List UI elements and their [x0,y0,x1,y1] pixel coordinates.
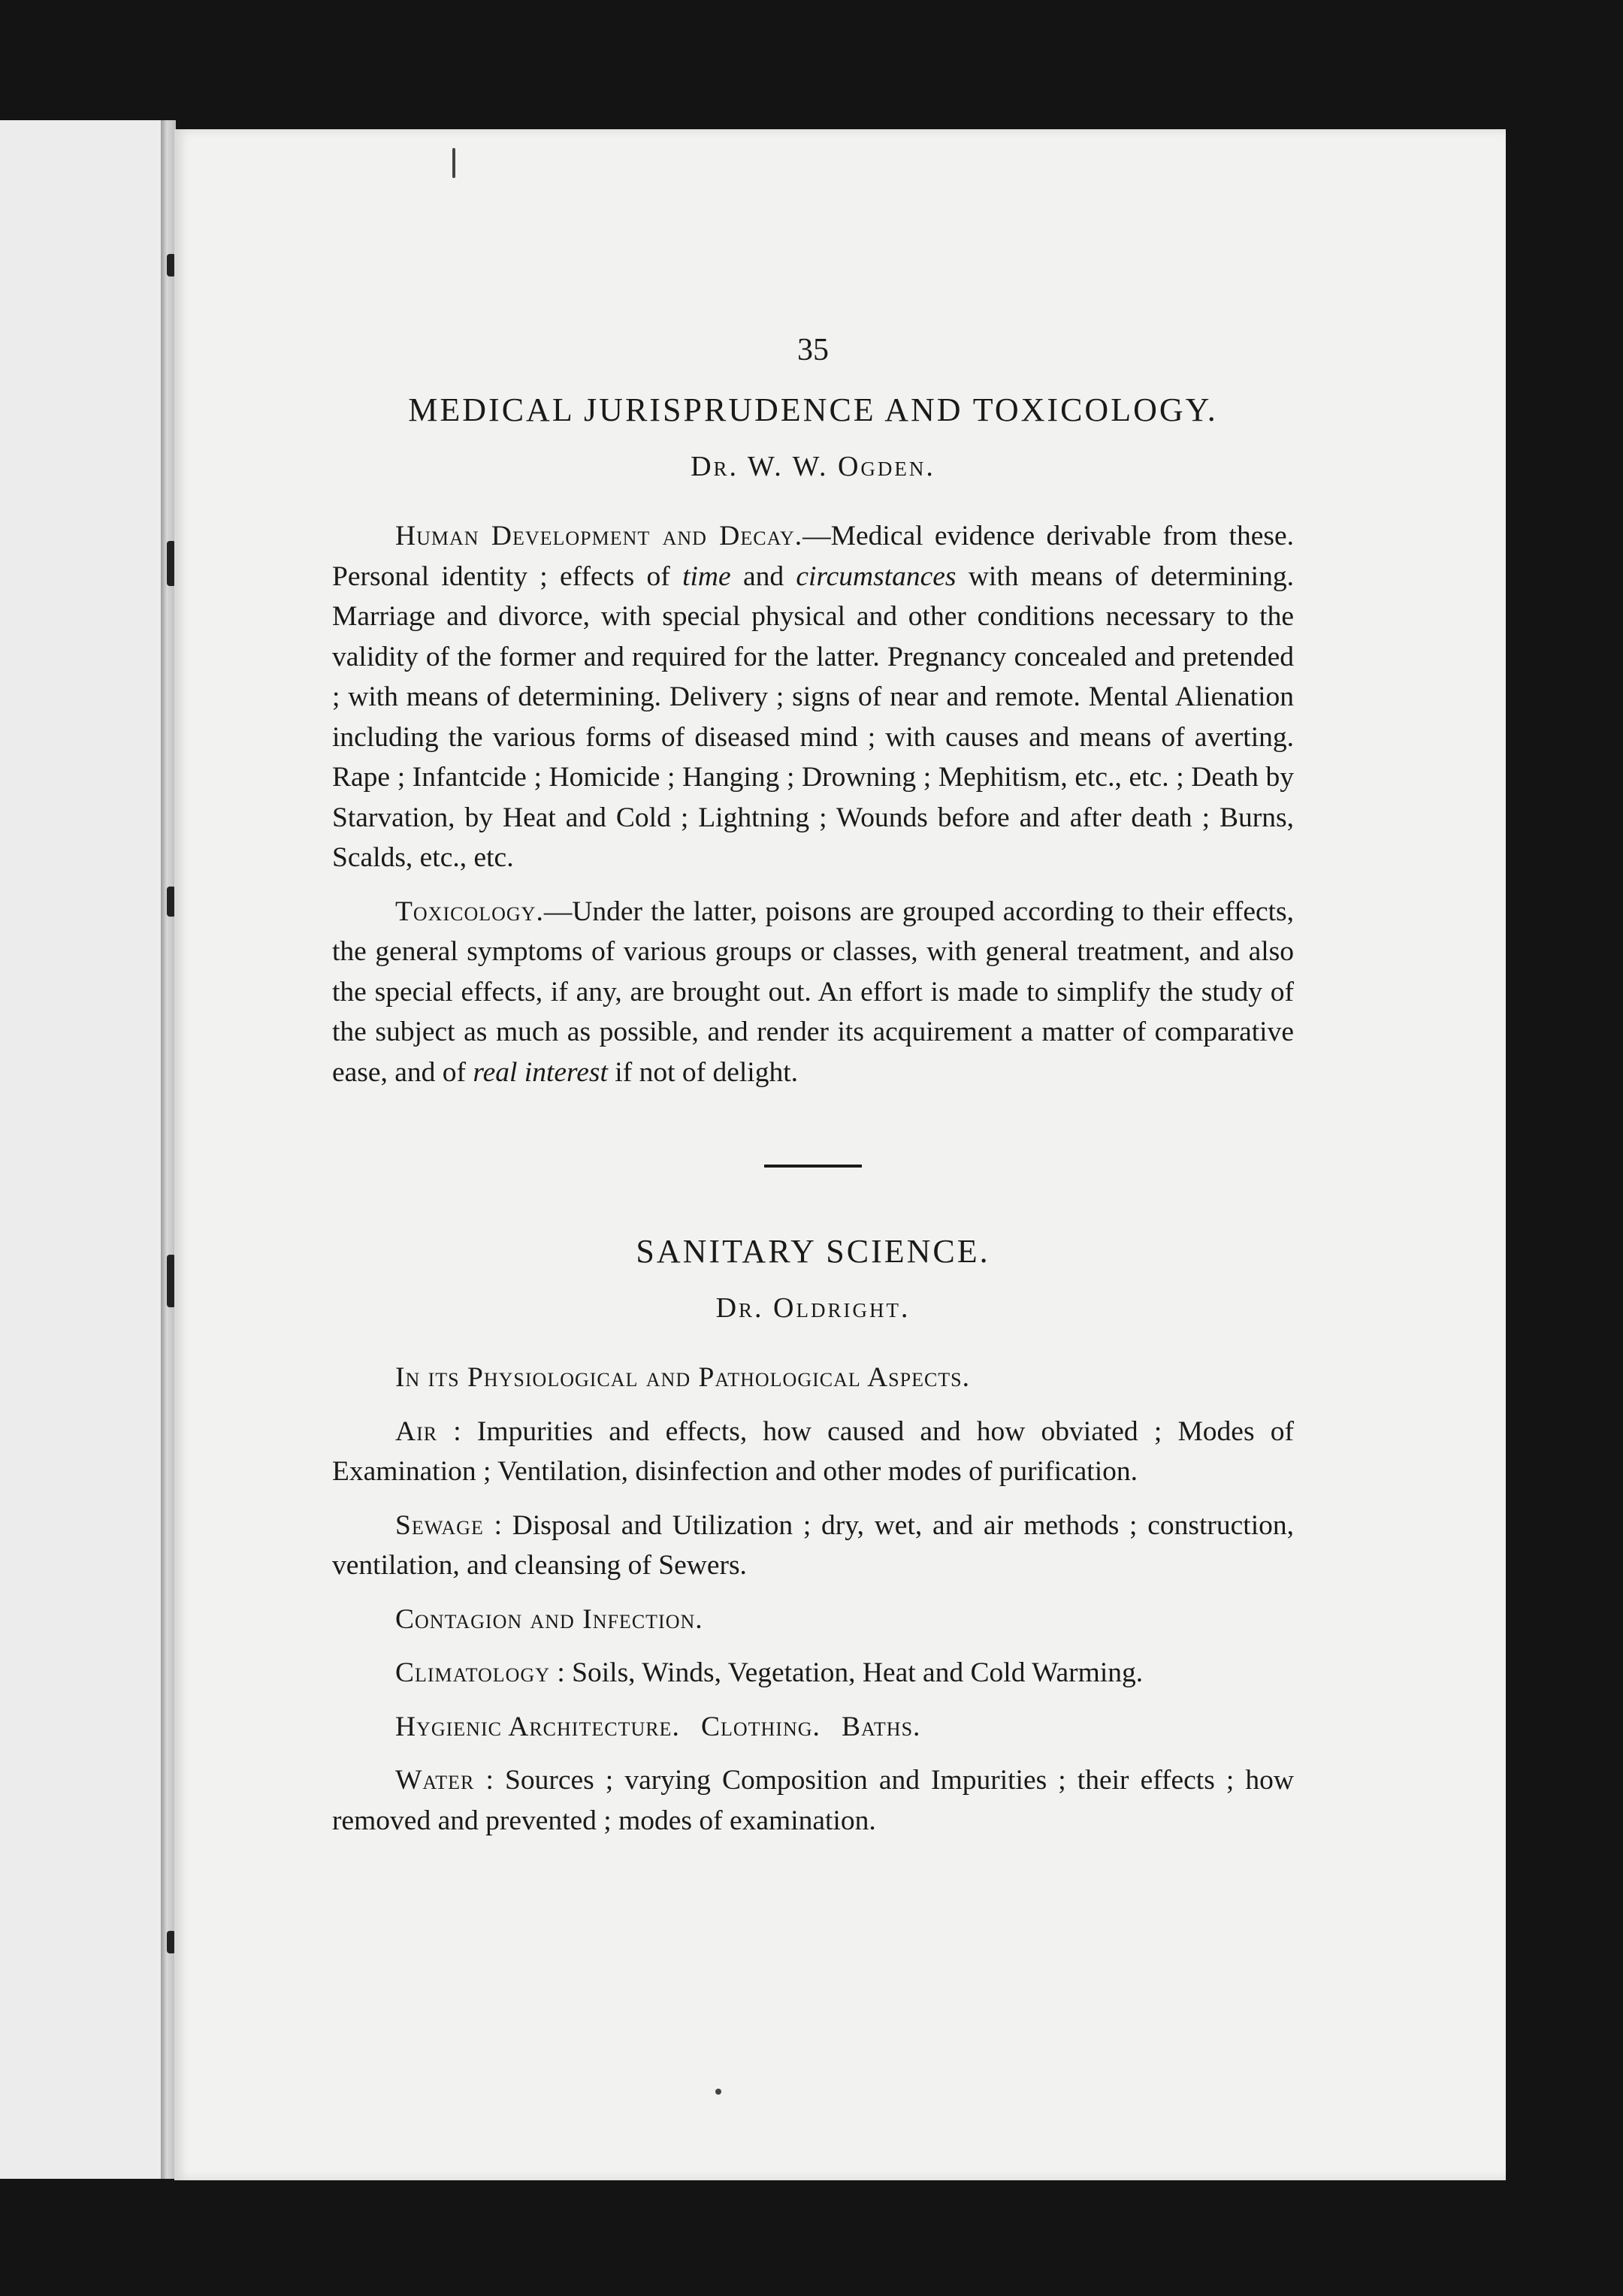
paper-speck [452,148,455,178]
emphasis-text: time [682,560,731,592]
paragraph-human-development [332,516,1294,878]
page-content [332,332,1294,1854]
paragraph-heading: Air [395,1415,438,1447]
paragraph-text: —Medical evidence derivable from these. Personal identity ; effects of [332,521,1294,592]
paragraph-heading: Contagion and Infection. [395,1603,703,1635]
paragraph-aspects [332,1358,1294,1398]
book-page [174,129,1506,2180]
paragraph-air [332,1412,1294,1492]
paragraph-contagion [332,1600,1294,1640]
paragraph-heading: Water [395,1765,475,1796]
paragraph-water [332,1760,1294,1841]
paragraph-text: : Sources ; varying Composition and Impurities ; their effects ; how removed and prevented ; modes of examination. [332,1765,1294,1836]
paragraph-heading: Sewage [395,1509,484,1541]
paragraph-climatology [332,1653,1294,1693]
paragraph-text: and [730,560,796,592]
paragraph-heading: Toxicology. [395,896,544,927]
paper-speck [715,2089,721,2095]
section-title-medical-jurisprudence: MEDICAL JURISPRUDENCE AND TOXICOLOGY. [408,391,1218,428]
emphasis-text: real interest [473,1056,608,1088]
paragraph-heading: Climatology [395,1657,550,1688]
paragraph-heading: Human Development and Decay. [395,521,803,551]
page-number: 35 [797,333,829,367]
adjacent-page-edge [0,120,168,2179]
paragraph-architecture [332,1707,1294,1748]
paragraph-text: if not of delight. [607,1056,798,1088]
paragraph-text: : Soils, Winds, Vegetation, Heat and Cold Warming. [549,1657,1144,1688]
section-author-ogden: Dr. W. W. Ogden. [691,451,935,482]
emphasis-text: circumstances [796,560,957,592]
paragraph-text: : Impurities and effects, how caused and how obviated ; Modes of Examination ; Ventilation, disinfection and other modes of purification. [332,1415,1294,1487]
paragraph-heading: Clothing. [700,1711,821,1742]
paragraph-text: : Disposal and Utilization ; dry, wet, and air methods ; construction, ventilation, and cleansing of Sewers. [332,1509,1294,1581]
section-author-oldright: Dr. Oldright. [715,1292,911,1324]
paragraph-toxicology [332,892,1294,1093]
book-gutter [161,120,176,2179]
section-title-sanitary-science: SANITARY SCIENCE. [636,1233,990,1270]
paragraph-heading: Hygienic Architecture. [395,1711,680,1742]
paragraph-text: —Under the latter, poisons are grouped according to their effects, the general symptoms of various groups or classes, with general treatment, and also the special effects, if any, are brought out. An effort is made to simplify the study of the subject as much as possible, and render its acquirement a matter of comparative ease, and of [332,896,1294,1088]
paragraph-text: with means of determining. Marriage and divorce, with special physical and other conditions necessary to the validity of the former and required for the latter. Pregnancy concealed and pretended ; with means of determining. Delivery ; signs of near and remote. Mental Alienation including the various forms of diseased mind ; with causes and means of averting. Rape ; Infantcide ; Homicide ; Hanging ; Drowning ; Mephitism, etc., etc. ; Death by Starvation, by Heat and Cold ; Lightning ; Wounds before and after death ; Burns, Scalds, etc., etc. [332,560,1294,873]
paragraph-sewage [332,1506,1294,1586]
section-divider [764,1165,862,1168]
paragraph-heading: In its Physiological and Pathological Aspects. [395,1362,971,1393]
paragraph-heading: Baths. [842,1711,921,1742]
